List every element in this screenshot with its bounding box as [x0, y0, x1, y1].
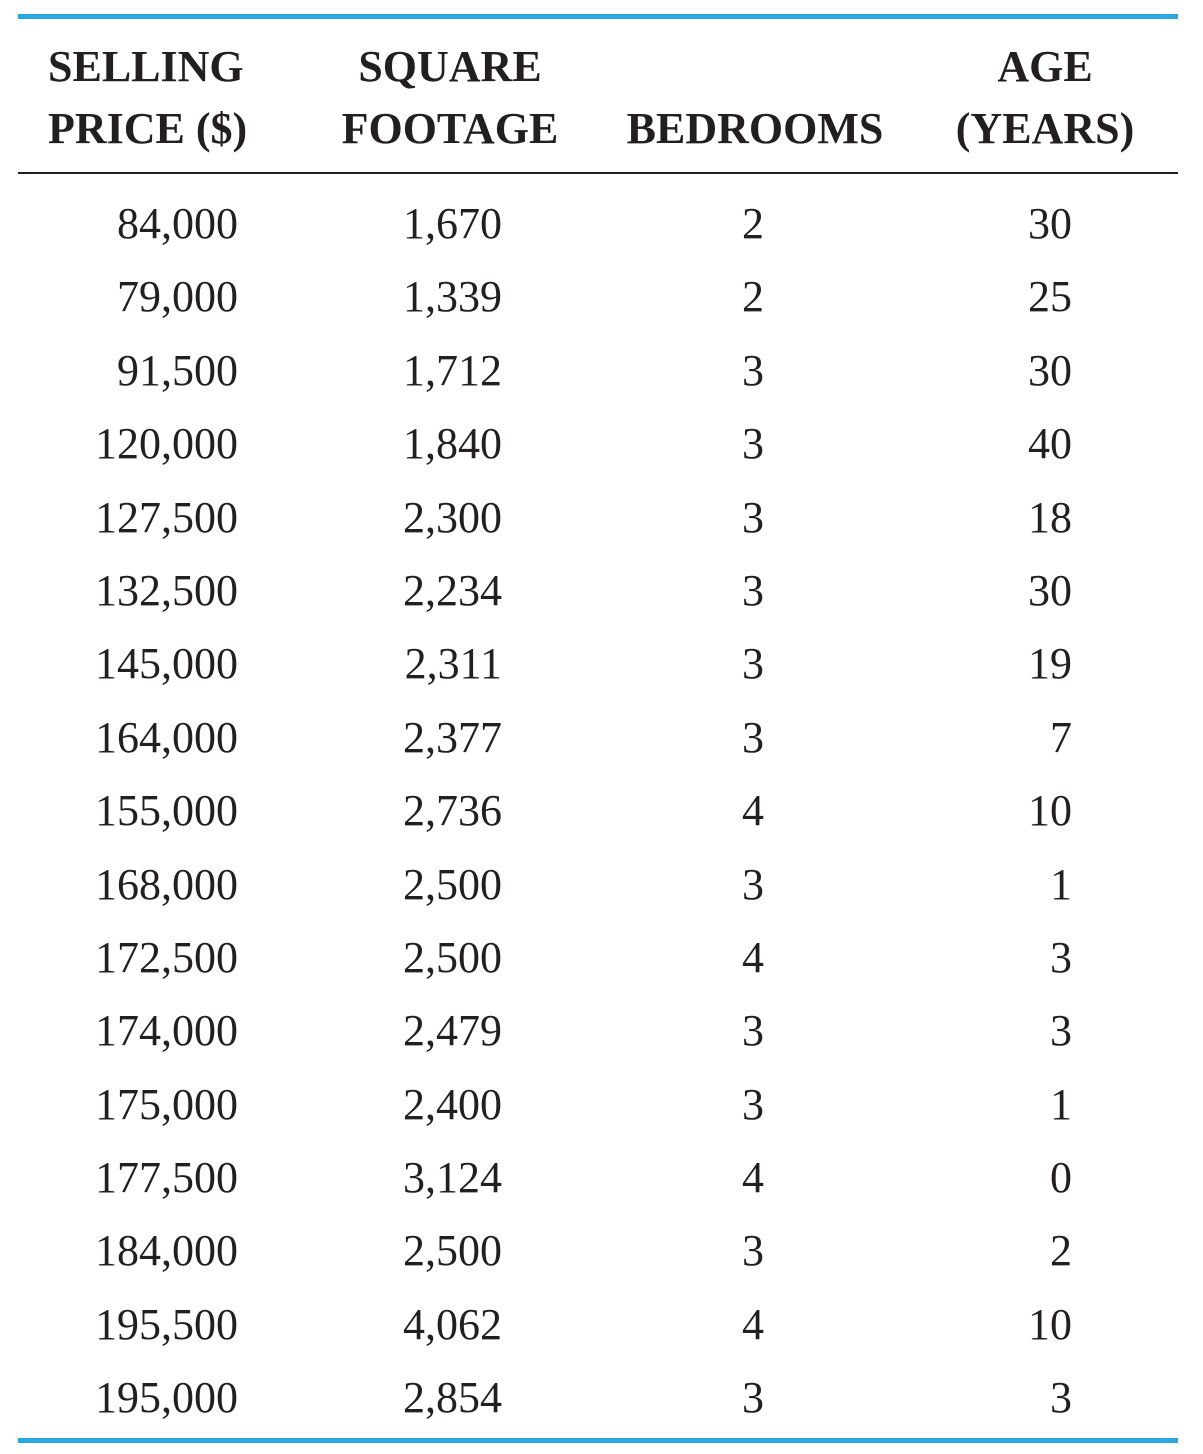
- cell-bedrooms: 2: [742, 272, 764, 322]
- table-row: [0, 994, 1203, 1067]
- cell-selling-price: 184,000: [95, 1226, 238, 1276]
- cell-age: 40: [1028, 419, 1072, 469]
- cell-bedrooms: 3: [742, 1079, 764, 1129]
- cell-age: 19: [1028, 639, 1072, 689]
- cell-square-footage: 2,854: [403, 1373, 502, 1423]
- cell-age: 3: [1050, 932, 1072, 982]
- cell-selling-price: 172,500: [95, 932, 238, 982]
- cell-square-footage: 2,377: [403, 712, 502, 762]
- cell-selling-price: 84,000: [117, 199, 238, 248]
- cell-selling-price: 91,500: [117, 345, 238, 395]
- cell-bedrooms: 2: [742, 199, 764, 248]
- cell-bedrooms: 3: [742, 492, 764, 542]
- cell-square-footage: 2,300: [403, 492, 502, 542]
- cell-age: 3: [1050, 1373, 1072, 1423]
- cell-bedrooms: 3: [742, 1006, 764, 1056]
- cell-square-footage: 4,062: [403, 1299, 502, 1349]
- cell-bedrooms: 3: [742, 565, 764, 615]
- cell-bedrooms: 4: [742, 1299, 764, 1349]
- cell-age: 1: [1050, 859, 1072, 909]
- table-row: [0, 1214, 1203, 1287]
- cell-bedrooms: 3: [742, 639, 764, 689]
- table-bottom-rule: [18, 1438, 1178, 1443]
- cell-age: 10: [1028, 1299, 1072, 1349]
- table-row: [0, 481, 1203, 554]
- cell-selling-price: 177,500: [95, 1153, 238, 1203]
- table-row: [0, 1361, 1203, 1434]
- table-row: [0, 554, 1203, 627]
- cell-bedrooms: 3: [742, 419, 764, 469]
- table-row: [0, 334, 1203, 407]
- cell-square-footage: 2,500: [403, 1226, 502, 1276]
- cell-age: 3: [1050, 1006, 1072, 1056]
- cell-age: 30: [1028, 565, 1072, 615]
- cell-bedrooms: 3: [742, 859, 764, 909]
- cell-bedrooms: 3: [742, 1226, 764, 1276]
- cell-age: 0: [1050, 1153, 1072, 1203]
- cell-bedrooms: 3: [742, 712, 764, 762]
- table-row: [0, 407, 1203, 480]
- table-row: [0, 187, 1203, 260]
- header-bedrooms: BEDROOMS: [626, 104, 884, 153]
- cell-square-footage: 2,500: [403, 859, 502, 909]
- cell-age: 10: [1028, 786, 1072, 836]
- cell-bedrooms: 4: [742, 1153, 764, 1203]
- table-row: [0, 627, 1203, 700]
- cell-bedrooms: 3: [742, 1373, 764, 1423]
- header-selling-price: SELLING PRICE ($): [48, 42, 248, 153]
- cell-square-footage: 1,712: [403, 345, 502, 395]
- cell-selling-price: 79,000: [117, 272, 238, 322]
- table-row: [0, 260, 1203, 333]
- cell-bedrooms: 4: [742, 786, 764, 836]
- header-age-years: AGE (YEARS): [955, 42, 1135, 153]
- cell-square-footage: 3,124: [403, 1153, 502, 1203]
- cell-selling-price: 195,000: [95, 1373, 238, 1423]
- cell-bedrooms: 4: [742, 932, 764, 982]
- table-row: [0, 1288, 1203, 1361]
- table-top-rule: [18, 14, 1178, 19]
- cell-bedrooms: 3: [742, 345, 764, 395]
- cell-square-footage: 2,234: [403, 565, 502, 615]
- cell-square-footage: 1,339: [403, 272, 502, 322]
- cell-selling-price: 145,000: [95, 639, 238, 689]
- cell-square-footage: 2,400: [403, 1079, 502, 1129]
- cell-selling-price: 175,000: [95, 1079, 238, 1129]
- cell-age: 7: [1050, 712, 1072, 762]
- cell-age: 1: [1050, 1079, 1072, 1129]
- cell-square-footage: 2,736: [403, 786, 502, 836]
- table-row: [0, 1068, 1203, 1141]
- cell-selling-price: 127,500: [95, 492, 238, 542]
- cell-age: 30: [1028, 199, 1072, 248]
- cell-selling-price: 132,500: [95, 565, 238, 615]
- table-row: [0, 774, 1203, 847]
- cell-square-footage: 2,500: [403, 932, 502, 982]
- cell-square-footage: 1,670: [403, 199, 502, 248]
- table-row: [0, 1141, 1203, 1214]
- cell-selling-price: 164,000: [95, 712, 238, 762]
- cell-selling-price: 168,000: [95, 859, 238, 909]
- cell-selling-price: 174,000: [95, 1006, 238, 1056]
- cell-age: 2: [1050, 1226, 1072, 1276]
- table-row: [0, 848, 1203, 921]
- cell-square-footage: 2,479: [403, 1006, 502, 1056]
- cell-square-footage: 2,311: [404, 639, 502, 689]
- cell-age: 18: [1028, 492, 1072, 542]
- cell-square-footage: 1,840: [403, 419, 502, 469]
- header-divider-rule: [18, 172, 1178, 174]
- cell-age: 30: [1028, 345, 1072, 395]
- cell-selling-price: 120,000: [95, 419, 238, 469]
- table-row: [0, 921, 1203, 994]
- table-row: [0, 701, 1203, 774]
- table-body: [0, 187, 1203, 1435]
- cell-selling-price: 195,500: [95, 1299, 238, 1349]
- cell-selling-price: 155,000: [95, 786, 238, 836]
- cell-age: 25: [1028, 272, 1072, 322]
- header-square-footage: SQUARE FOOTAGE: [341, 42, 559, 153]
